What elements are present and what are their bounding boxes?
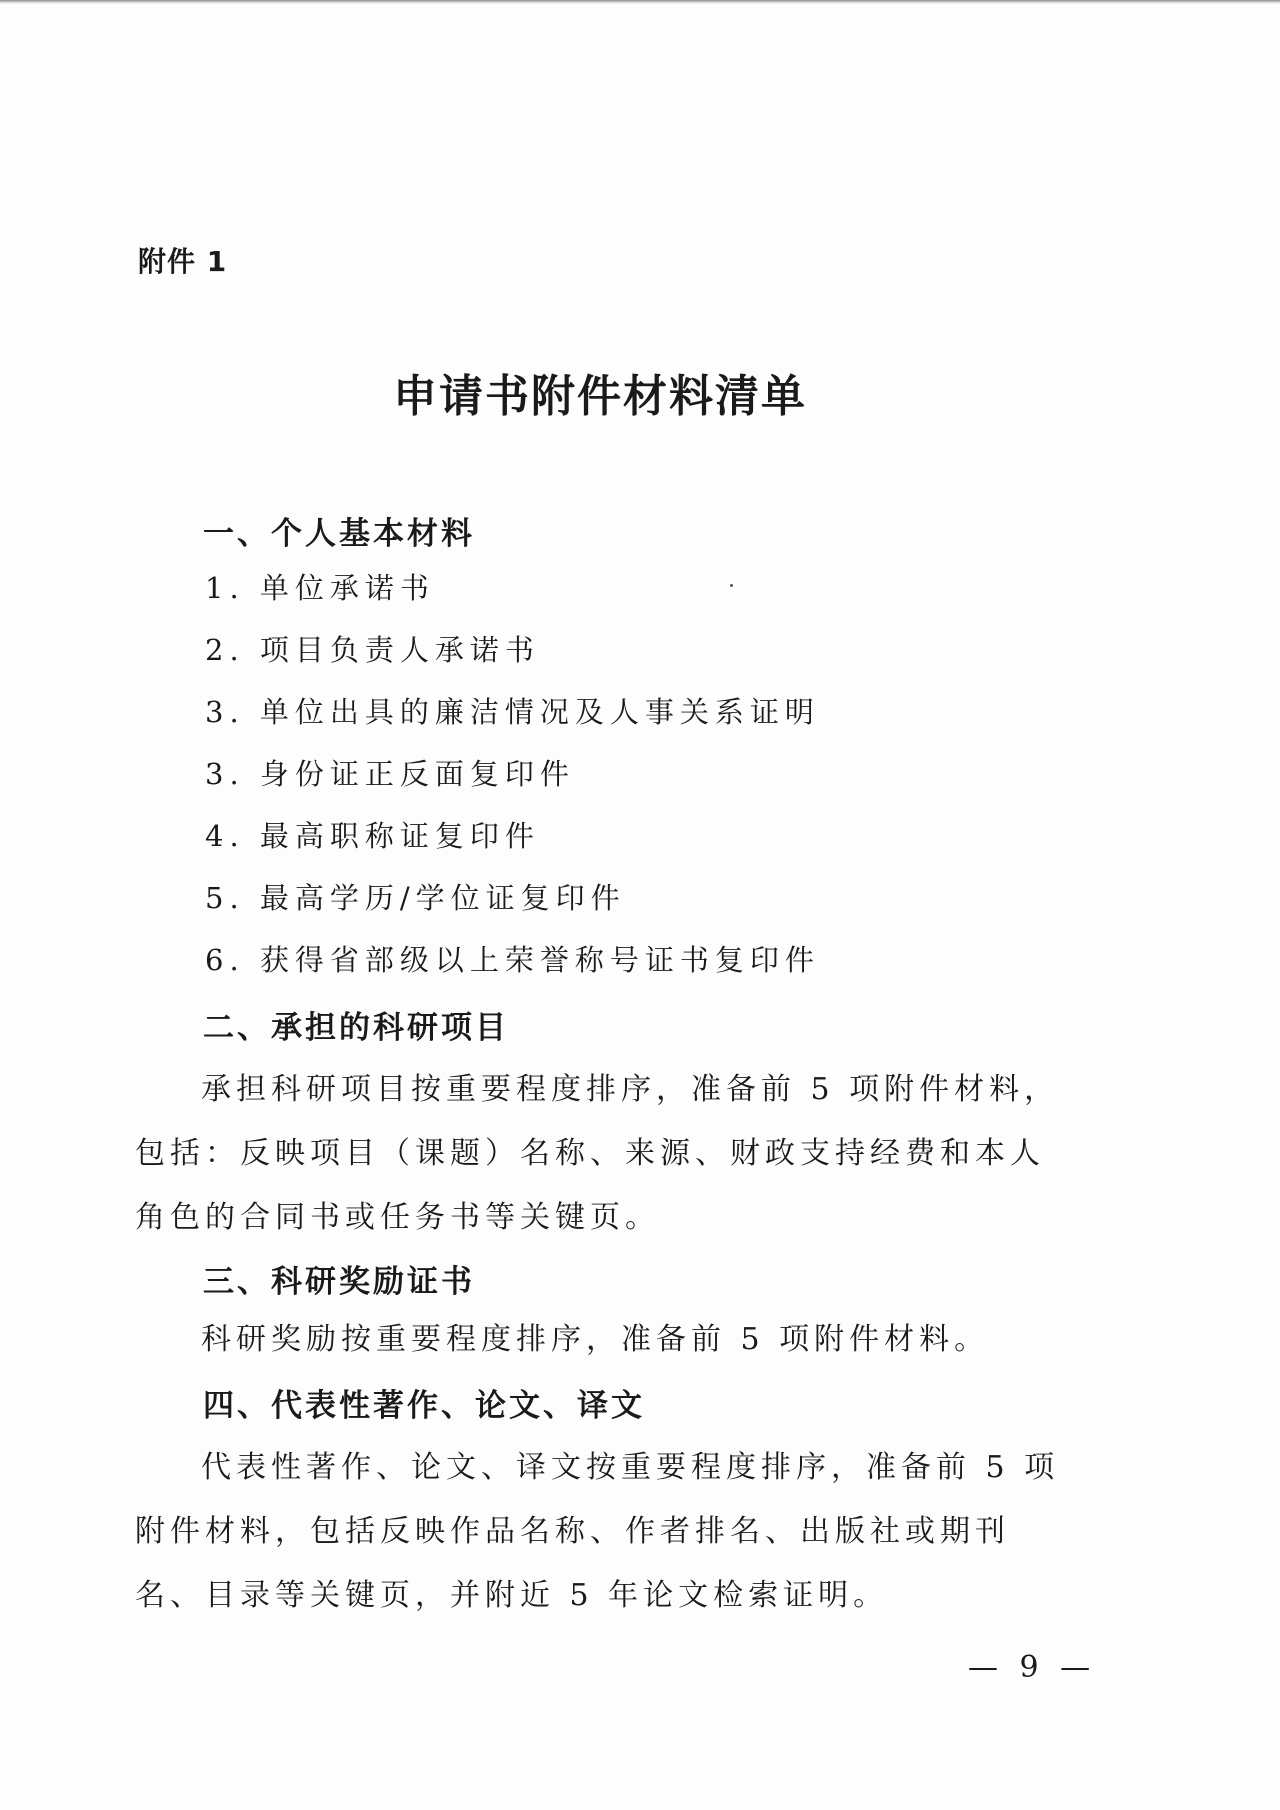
- scan-edge: [0, 0, 1280, 4]
- section-heading-representative-works: 四、代表性著作、论文、译文: [203, 1388, 645, 1424]
- page-number: — 9 —: [968, 1650, 1097, 1685]
- section-paragraph-representative-works: 代表性著作、论文、译文按重要程度排序，准备前 5 项附件材料，包括反映作品名称、作者排名、出版社或期刊名、目录等关键页，并附近 5 年论文检索证明。: [135, 1450, 1060, 1613]
- scan-speck: [730, 584, 733, 587]
- list-item: 3. 身份证正反面复印件: [205, 757, 575, 791]
- list-item: 5. 最高学历/学位证复印件: [205, 881, 626, 915]
- list-item: 3. 单位出具的廉洁情况及人事关系证明: [205, 695, 820, 729]
- list-item: 2. 项目负责人承诺书: [205, 633, 540, 667]
- list-item: 6. 获得省部级以上荣誉称号证书复印件: [205, 943, 820, 977]
- section-heading-research-projects: 二、承担的科研项目: [203, 1010, 509, 1046]
- list-item: 1. 单位承诺书: [205, 571, 435, 605]
- section-paragraph-research-projects: 承担科研项目按重要程度排序，准备前 5 项附件材料，包括：反映项目（课题）名称、来源、财政支持经费和本人角色的合同书或任务书等关键页。: [135, 1072, 1060, 1235]
- section-heading-personal-materials: 一、个人基本材料: [203, 516, 475, 552]
- list-item: 4. 最高职称证复印件: [205, 819, 540, 853]
- section-heading-research-awards: 三、科研奖励证书: [203, 1264, 475, 1300]
- section-paragraph-research-awards: 科研奖励按重要程度排序，准备前 5 项附件材料。: [201, 1322, 990, 1357]
- attachment-label: 附件 1: [138, 245, 228, 278]
- document-title: 申请书附件材料清单: [393, 371, 807, 422]
